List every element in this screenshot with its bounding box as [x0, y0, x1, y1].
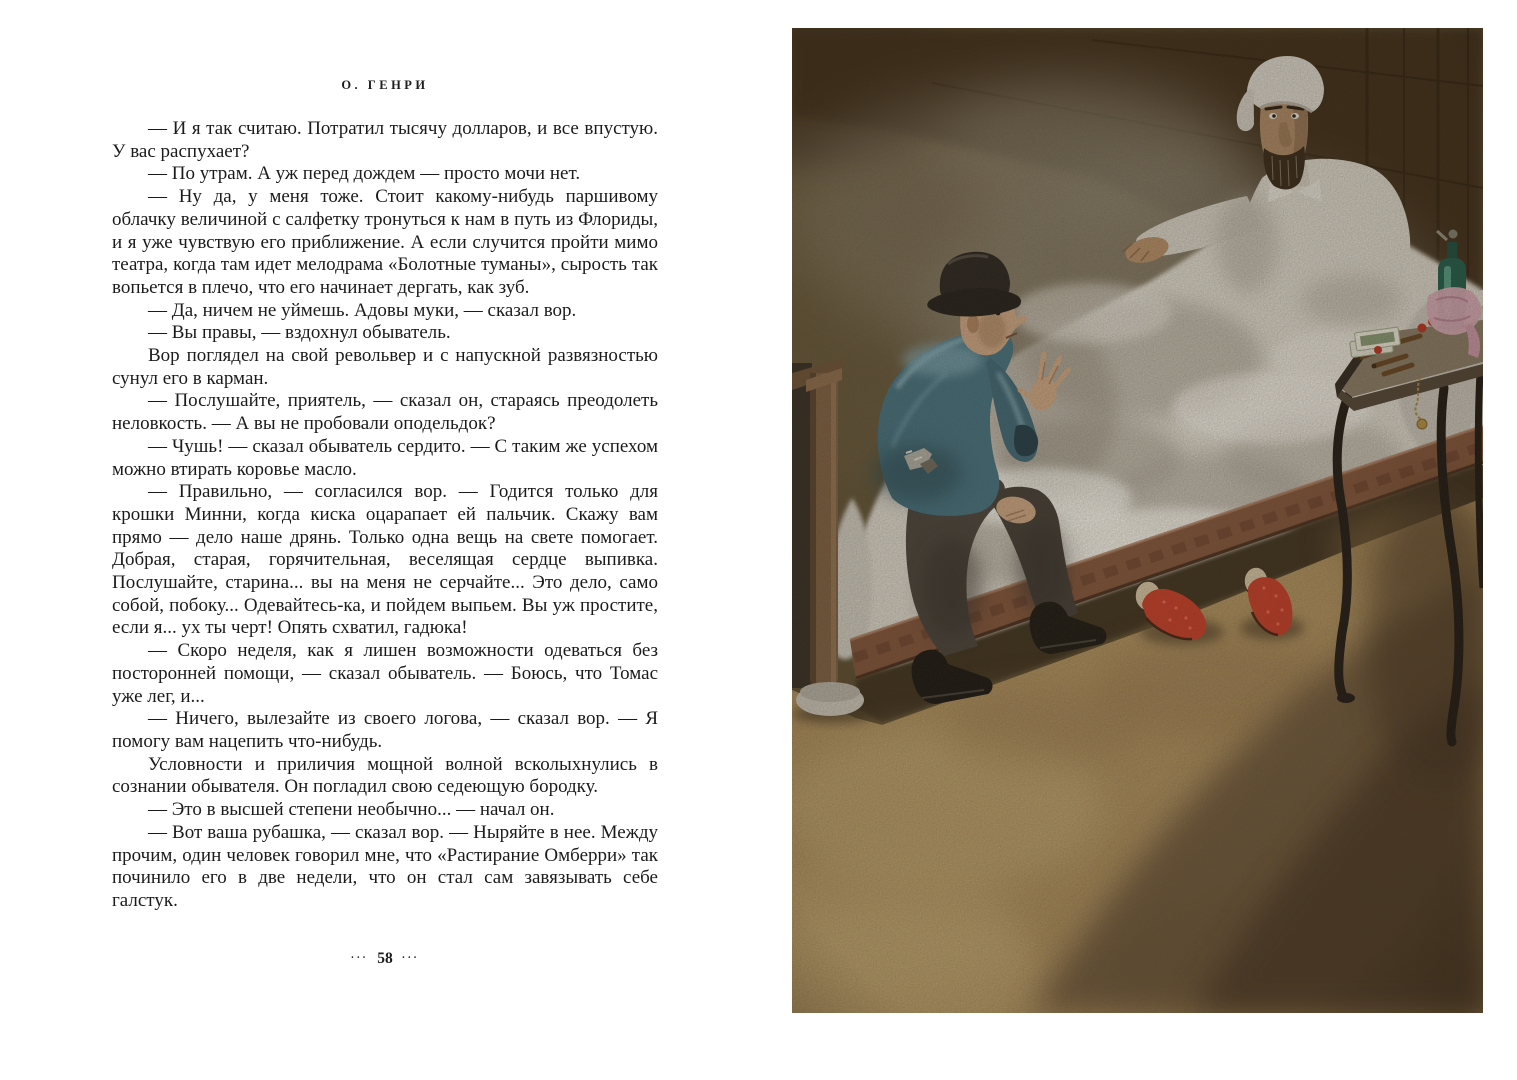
- paragraph: — Да, ничем не уймешь. Адовы муки, — сказал вор.: [148, 299, 577, 321]
- paragraph: — Скоро неделя, как я лишен возможности одеваться без посторонней помощи, — сказал обыватель. — Боюсь, что Томас уже лег, и...: [112, 640, 658, 707]
- paragraph: — И я так считаю. Потратил тысячу долларов, и все впустую. У вас распухает?: [112, 118, 658, 162]
- illustration-bedroom-scene: [792, 28, 1483, 1013]
- page-number: 58: [377, 950, 393, 967]
- paragraph: — Вот ваша рубашка, — сказал вор. — Ныряйте в нее. Между прочим, один человек говорил мне, что «Растирание Омберри» так починило его в две недели, что он стал сам завязывать себе галстук.: [112, 821, 658, 911]
- paragraph: — Чушь! — сказал обыватель сердито. — С таким же успехом можно втирать коровье масло.: [112, 435, 658, 480]
- body-text: [112, 118, 658, 913]
- paragraph: — Ничего, вылезайте из своего логова, — сказал вор. — Я помогу вам нацепить что-нибудь.: [112, 708, 658, 752]
- paragraph: — Вы правы, — вздохнул обыватель.: [148, 322, 451, 344]
- paragraph: — Это в высшей степени необычно... — начал он.: [148, 799, 555, 821]
- vignette: [792, 28, 1483, 1013]
- paragraph: — По утрам. А уж перед дождем — просто мочи нет.: [148, 163, 581, 185]
- paragraph: — Правильно, — согласился вор. — Годится только для крошки Минни, когда киска оцарапает ей пальчик. Скажу вам прямо — дело наше дрянь. Только одна вещь на свете помогает. Добрая, старая, горячительная, веселящая сердце выпивка. Послушайте, старина... вы на меня не серчайте... Это дело, само собой, побоку... Одевайтесь-ка, и пойдем выпьем. Вы уж простите, если я... ух ты черт! Опять схватил, гадюка!: [112, 481, 658, 639]
- page-footer: [112, 950, 658, 968]
- folio-dots-right: ···: [401, 952, 420, 964]
- folio-dots-left: ···: [350, 952, 369, 964]
- paragraph: Вор поглядел на свой револьвер и с напускной развязностью сунул его в карман.: [112, 345, 658, 389]
- paragraph: Условности и приличия мощной волной всколыхнулись в сознании обывателя. Он погладил свою седеющую бородку.: [112, 753, 658, 798]
- running-header: О. ГЕНРИ: [341, 78, 429, 92]
- paragraph: — Ну да, у меня тоже. Стоит какому-нибудь паршивому облачку величиной с салфетку тронуться к нам в путь из Флориды, и я уже чувствую его приближение. А если случится пройти мимо театра, когда там идет мелодрама «Болотные туманы», сырость так вопьется в плечо, что его начинает дергать, как зуб.: [112, 186, 658, 298]
- left-page: [112, 78, 658, 1063]
- paragraph: — Послушайте, приятель, — сказал он, стараясь преодолеть неловкость. — А вы не пробовали оподельдок?: [112, 390, 658, 435]
